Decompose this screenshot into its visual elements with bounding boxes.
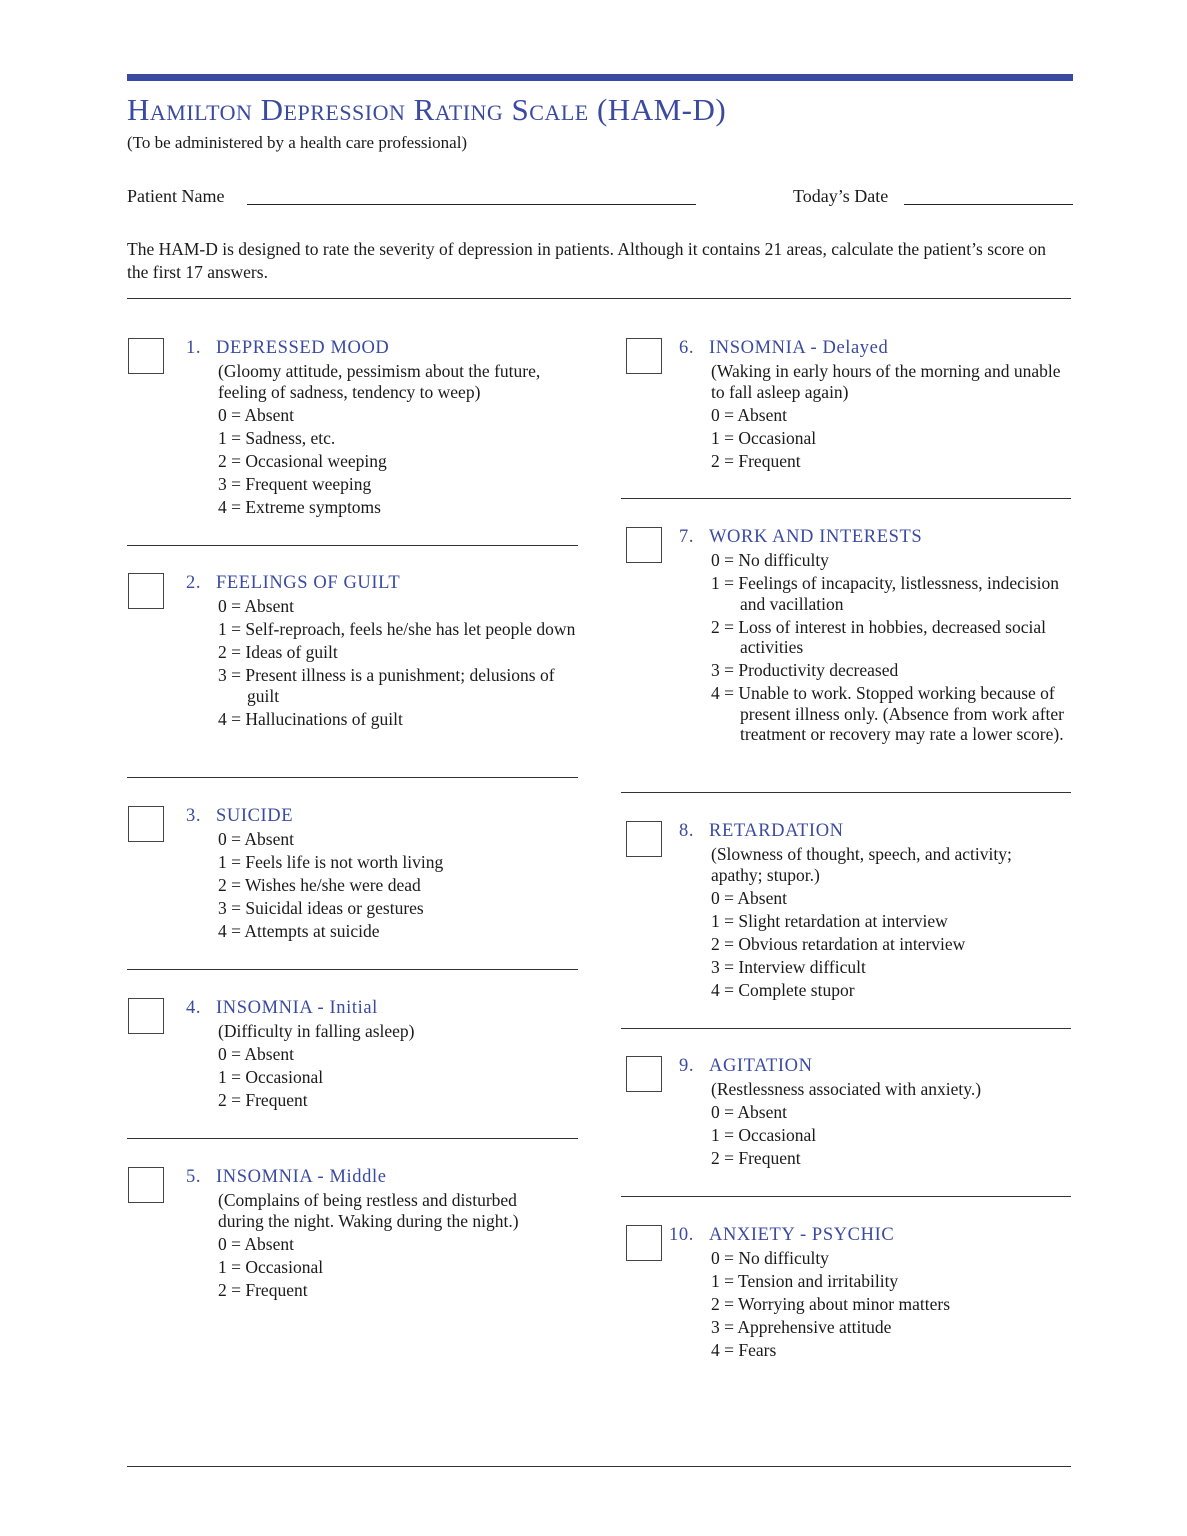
- item-divider: [621, 792, 1071, 793]
- option: 2 = Frequent: [218, 1279, 308, 1300]
- item-score-box[interactable]: [626, 1225, 662, 1261]
- item-body: [218, 829, 578, 944]
- item-score-box[interactable]: [128, 1167, 164, 1203]
- item-score-box[interactable]: [128, 806, 164, 842]
- option: 4 = Hallucinations of guilt: [218, 708, 403, 729]
- item-body: [218, 1190, 563, 1303]
- item-heading: 9. AGITATION: [679, 1056, 813, 1076]
- item-score-box[interactable]: [128, 338, 164, 374]
- todays-date-field[interactable]: [904, 204, 1073, 205]
- item-body: [218, 361, 578, 520]
- option: 1 = Occasional: [218, 1256, 324, 1277]
- item-body: [711, 1248, 1066, 1363]
- option: 0 = Absent: [218, 1044, 294, 1064]
- option: 2 = Ideas of guilt: [218, 642, 338, 662]
- item-description: (Waking in early hours of the morning and unable to fall asleep again): [711, 361, 1061, 402]
- patient-name-label: Patient Name: [127, 186, 225, 206]
- item-body: [218, 596, 578, 732]
- intro-text: The HAM-D is designed to rate the severity of depression in patients. Although it contains 21 areas, calculate the patient’s score on the first 17 answers.: [127, 239, 1046, 282]
- item-divider: [127, 545, 578, 546]
- option: 1 = Slight retardation at interview: [711, 910, 948, 931]
- option: 2 = Obvious retardation at interview: [711, 933, 966, 954]
- option: 1 = Occasional: [218, 1067, 324, 1087]
- item-score-box[interactable]: [626, 821, 662, 857]
- item-body: [711, 844, 1051, 1003]
- option: 3 = Productivity decreased: [711, 660, 899, 680]
- item-description: (Gloomy attitude, pessimism about the future, feeling of sadness, tendency to weep): [218, 361, 541, 402]
- option: 2 = Frequent: [711, 1148, 801, 1168]
- item-description: (Slowness of thought, speech, and activity; apathy; stupor.): [711, 844, 1012, 885]
- option: 2 = Wishes he/she were dead: [218, 875, 421, 895]
- option: 1 = Sadness, etc.: [218, 427, 336, 448]
- item-body: [218, 1021, 578, 1113]
- item-body: [711, 1079, 1066, 1171]
- item-divider: [127, 969, 578, 970]
- item-score-box[interactable]: [626, 527, 662, 563]
- option: 0 = Absent: [218, 829, 294, 849]
- item-body: [711, 550, 1071, 747]
- option: 2 = Frequent: [218, 1090, 308, 1110]
- item-heading: 5. INSOMNIA - Middle: [186, 1167, 387, 1187]
- option: 0 = Absent: [711, 404, 787, 425]
- item-description: (Difficulty in falling asleep): [218, 1021, 415, 1041]
- intro-divider: [127, 298, 1071, 299]
- item-description: (Complains of being restless and disturbed during the night. Waking during the night.): [218, 1190, 519, 1231]
- option: 0 = Absent: [218, 404, 294, 425]
- option: 0 = Absent: [711, 1102, 787, 1122]
- option: 0 = No difficulty: [711, 1248, 829, 1268]
- option: 1 = Occasional: [711, 1125, 817, 1145]
- option: 2 = Worrying about minor matters: [711, 1294, 951, 1314]
- item-body: [711, 361, 1066, 474]
- option: 3 = Apprehensive attitude: [711, 1317, 892, 1337]
- item-heading: 8. RETARDATION: [679, 821, 844, 841]
- item-divider: [621, 1028, 1071, 1029]
- option: 0 = Absent: [218, 596, 294, 616]
- item-heading: 7. WORK AND INTERESTS: [679, 527, 923, 547]
- item-heading: 1. DEPRESSED MOOD: [186, 338, 390, 358]
- footer-divider: [127, 1466, 1071, 1467]
- option: 4 = Unable to work. Stopped working because of present illness only. (Absence from work after treatment or recovery may rate a lower score).: [711, 683, 1064, 744]
- option: 1 = Feelings of incapacity, listlessness, indecision and vacillation: [711, 573, 1059, 614]
- item-score-box[interactable]: [128, 573, 164, 609]
- option: 4 = Complete stupor: [711, 979, 855, 1000]
- item-description: (Restlessness associated with anxiety.): [711, 1079, 982, 1099]
- option: 0 = Absent: [218, 1233, 294, 1254]
- item-divider: [127, 1138, 578, 1139]
- option: 1 = Self-reproach, feels he/she has let people down: [218, 619, 576, 639]
- item-divider: [621, 498, 1071, 499]
- option: 3 = Suicidal ideas or gestures: [218, 898, 424, 918]
- item-heading: 6. INSOMNIA - Delayed: [679, 338, 889, 358]
- option: 3 = Interview difficult: [711, 956, 866, 977]
- option: 2 = Loss of interest in hobbies, decreased social activities: [711, 616, 1046, 657]
- item-score-box[interactable]: [626, 1056, 662, 1092]
- item-score-box[interactable]: [626, 338, 662, 374]
- item-heading: 3. SUICIDE: [186, 806, 294, 826]
- patient-name-field[interactable]: [247, 204, 696, 205]
- item-divider: [127, 777, 578, 778]
- item-heading: 10. ANXIETY - PSYCHIC: [669, 1225, 895, 1245]
- item-divider: [621, 1196, 1071, 1197]
- option: 0 = No difficulty: [711, 550, 829, 570]
- option: 3 = Frequent weeping: [218, 473, 372, 494]
- option: 4 = Fears: [711, 1340, 777, 1360]
- page-subtitle: (To be administered by a health care professional): [127, 133, 468, 152]
- option: 4 = Extreme symptoms: [218, 496, 381, 517]
- option: 2 = Frequent: [711, 450, 801, 471]
- header-rule: [127, 74, 1073, 81]
- page-title: Hamilton Depression Rating Scale (HAM-D): [127, 92, 727, 127]
- option: 2 = Occasional weeping: [218, 450, 387, 471]
- option: 4 = Attempts at suicide: [218, 921, 380, 941]
- item-heading: 4. INSOMNIA - Initial: [186, 998, 378, 1018]
- item-heading: 2. FEELINGS OF GUILT: [186, 573, 401, 593]
- option: 0 = Absent: [711, 887, 787, 908]
- option: 1 = Occasional: [711, 427, 817, 448]
- item-score-box[interactable]: [128, 998, 164, 1034]
- option: 3 = Present illness is a punishment; delusions of guilt: [218, 665, 555, 706]
- option: 1 = Feels life is not worth living: [218, 852, 444, 872]
- option: 1 = Tension and irritability: [711, 1271, 899, 1291]
- todays-date-label: Today’s Date: [793, 186, 889, 206]
